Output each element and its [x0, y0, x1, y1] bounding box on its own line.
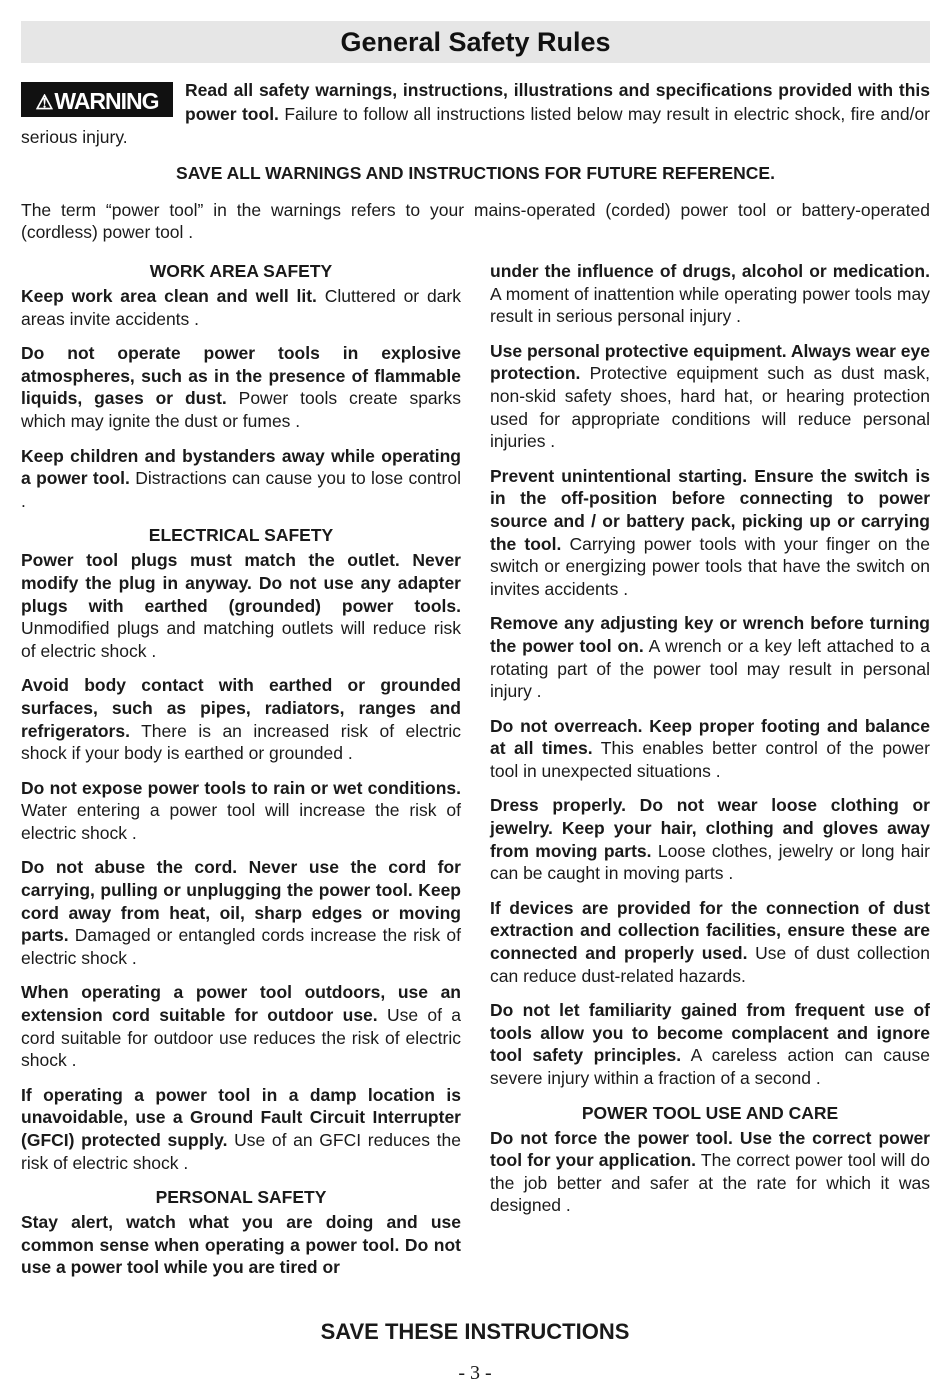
rule-text: Carrying power tools with your finger on the switch or energizing power tools that have the switch on invites accidents .: [490, 533, 930, 599]
rule-text: Cluttered or dark areas invite accidents .: [21, 286, 461, 329]
rule-bold: Do not overreach. Keep proper footing and balance at all times.: [490, 715, 930, 759]
rule-bold: Use personal protective equipment. Always wear eye protection.: [490, 340, 930, 384]
rule-paragraph: [490, 1127, 930, 1217]
warning-badge: [21, 82, 173, 117]
rule-bold: Do not abuse the cord. Never use the cord for carrying, pulling or unplugging the power tool. Keep cord away from heat, oil, sharp edges or moving parts.: [21, 857, 461, 946]
rule-paragraph: [21, 777, 461, 845]
rule-paragraph: [21, 1211, 461, 1279]
rule-bold: under the influence of drugs, alcohol or medication.: [490, 261, 930, 281]
rule-bold: Stay alert, watch what you are doing and use common sense when operating a power tool. Do not use a power tool while you are tired or: [21, 1212, 461, 1278]
heading-work-area-safety: WORK AREA SAFETY: [149, 261, 333, 281]
warning-label: WARNING: [54, 88, 159, 114]
rule-bold: Dress properly. Do not wear loose clothing or jewelry. Keep your hair, clothing and gloves away from moving parts.: [490, 795, 930, 861]
heading-electrical-safety: ELECTRICAL SAFETY: [148, 525, 334, 546]
rule-text: A moment of inattention while operating power tools may result in serious personal injury .: [490, 283, 930, 327]
rule-text: Use of an GFCI reduces the risk of electric shock .: [21, 1130, 461, 1173]
rule-paragraph: [21, 549, 461, 662]
page-number: - 3 -: [458, 1362, 492, 1384]
warning-intro: [21, 79, 930, 150]
rule-paragraph: [490, 999, 930, 1089]
rule-paragraph: [21, 342, 461, 432]
rule-paragraph: [21, 981, 461, 1071]
rule-text: Distractions can cause you to lose control .: [21, 468, 461, 511]
rule-paragraph: [21, 445, 461, 513]
rule-bold: If devices are provided for the connection of dust extraction and collection facilities, ensure these are connected and properly used.: [490, 897, 930, 964]
rule-text: This enables better control of the power tool in unexpected situations .: [490, 738, 930, 781]
warning-bold-text: Read all safety warnings, instructions, illustrations and specifications provided with this power tool.: [185, 80, 930, 124]
heading-power-tool-use-and-care: POWER TOOL USE AND CARE: [581, 1102, 839, 1123]
save-these-instructions: SAVE THESE INSTRUCTIONS: [320, 1319, 630, 1344]
rule-paragraph: [21, 285, 461, 330]
rule-paragraph: [490, 794, 930, 884]
rule-bold: Do not expose power tools to rain or wet conditions.: [21, 777, 461, 798]
rule-text: Use of a cord suitable for outdoor use reduces the risk of electric shock .: [21, 1005, 461, 1071]
rule-paragraph: [490, 715, 930, 783]
rule-text: Protective equipment such as dust mask, non-skid safety shoes, hard hat, or hearing protection used for appropriate conditions will reduce personal injuries .: [490, 363, 930, 452]
power-tool-term: The term “power tool” in the warnings refers to your mains-operated (corded) power tool or battery-operated (cordless) power tool .: [21, 200, 930, 242]
rule-bold: Keep children and bystanders away while operating a power tool.: [21, 445, 461, 489]
rule-text: A wrench or a key left attached to a rotating part of the power tool may result in personal injury .: [490, 635, 930, 702]
rule-bold: Power tool plugs must match the outlet. Never modify the plug in anyway. Do not use any adapter plugs with earthed (grounded) power tools.: [21, 550, 461, 616]
rule-bold: Keep work area clean and well lit.: [21, 286, 317, 306]
rule-bold: Do not operate power tools in explosive atmospheres, such as in the presence of flammable liquids, gases or dust.: [21, 343, 461, 409]
rule-bold: Do not force the power tool. Use the correct power tool for your application.: [490, 1127, 930, 1171]
rule-text: There is an increased risk of electric shock if your body is earthed or grounded .: [21, 720, 461, 764]
rule-paragraph: [21, 856, 461, 969]
rule-text: Power tools create sparks which may ignite the dust or fumes .: [21, 388, 461, 431]
rule-paragraph: [21, 1084, 461, 1174]
rule-bold: Do not let familiarity gained from frequent use of tools allow you to become complacent and ignore tool safety principles.: [490, 1000, 930, 1066]
rule-bold: If operating a power tool in a damp location is unavoidable, use a Ground Fault Circuit Interrupter (GFCI) protected supply.: [21, 1084, 461, 1150]
rule-bold: Prevent unintentional starting. Ensure the switch is in the off-position before connecting to power source and / or battery pack, picking up or carrying the tool.: [490, 465, 930, 554]
rule-paragraph: [490, 340, 930, 453]
rule-bold: Remove any adjusting key or wrench before turning the power tool on.: [490, 613, 930, 656]
rule-text: Damaged or entangled cords increase the risk of electric shock .: [21, 925, 461, 968]
rule-text: Loose clothes, jewelry or long hair can be caught in moving parts .: [490, 840, 930, 884]
page-title: General Safety Rules: [21, 21, 930, 63]
left-column: [21, 260, 461, 1291]
rule-paragraph: [490, 260, 930, 328]
rule-paragraph: [490, 897, 930, 987]
rule-text: Unmodified plugs and matching outlets will reduce risk of electric shock .: [21, 618, 461, 661]
warning-triangle-icon: ⚠: [35, 92, 54, 114]
warning-text: Failure to follow all instructions listed below may result in electric shock, fire and/or serious injury.: [21, 103, 931, 147]
rule-paragraph: [490, 612, 930, 702]
rule-text: Use of dust collection can reduce dust-related hazards.: [490, 943, 930, 986]
save-all-warnings: SAVE ALL WARNINGS AND INSTRUCTIONS FOR FUTURE REFERENCE.: [176, 163, 775, 183]
rule-text: A careless action can cause severe injury within a fraction of a second .: [490, 1045, 930, 1088]
rule-bold: When operating a power tool outdoors, use an extension cord suitable for outdoor use.: [21, 982, 461, 1026]
rule-paragraph: [21, 674, 461, 764]
rule-paragraph: [490, 465, 930, 601]
rule-bold: Avoid body contact with earthed or grounded surfaces, such as pipes, radiators, ranges and refrigerators.: [21, 675, 461, 741]
heading-personal-safety: PERSONAL SAFETY: [155, 1187, 327, 1208]
rule-text: The correct power tool will do the job better and safer at the rate for which it was designed .: [490, 1150, 930, 1216]
rule-text: Water entering a power tool will increase the risk of electric shock .: [21, 800, 461, 843]
right-column: [490, 260, 930, 1229]
